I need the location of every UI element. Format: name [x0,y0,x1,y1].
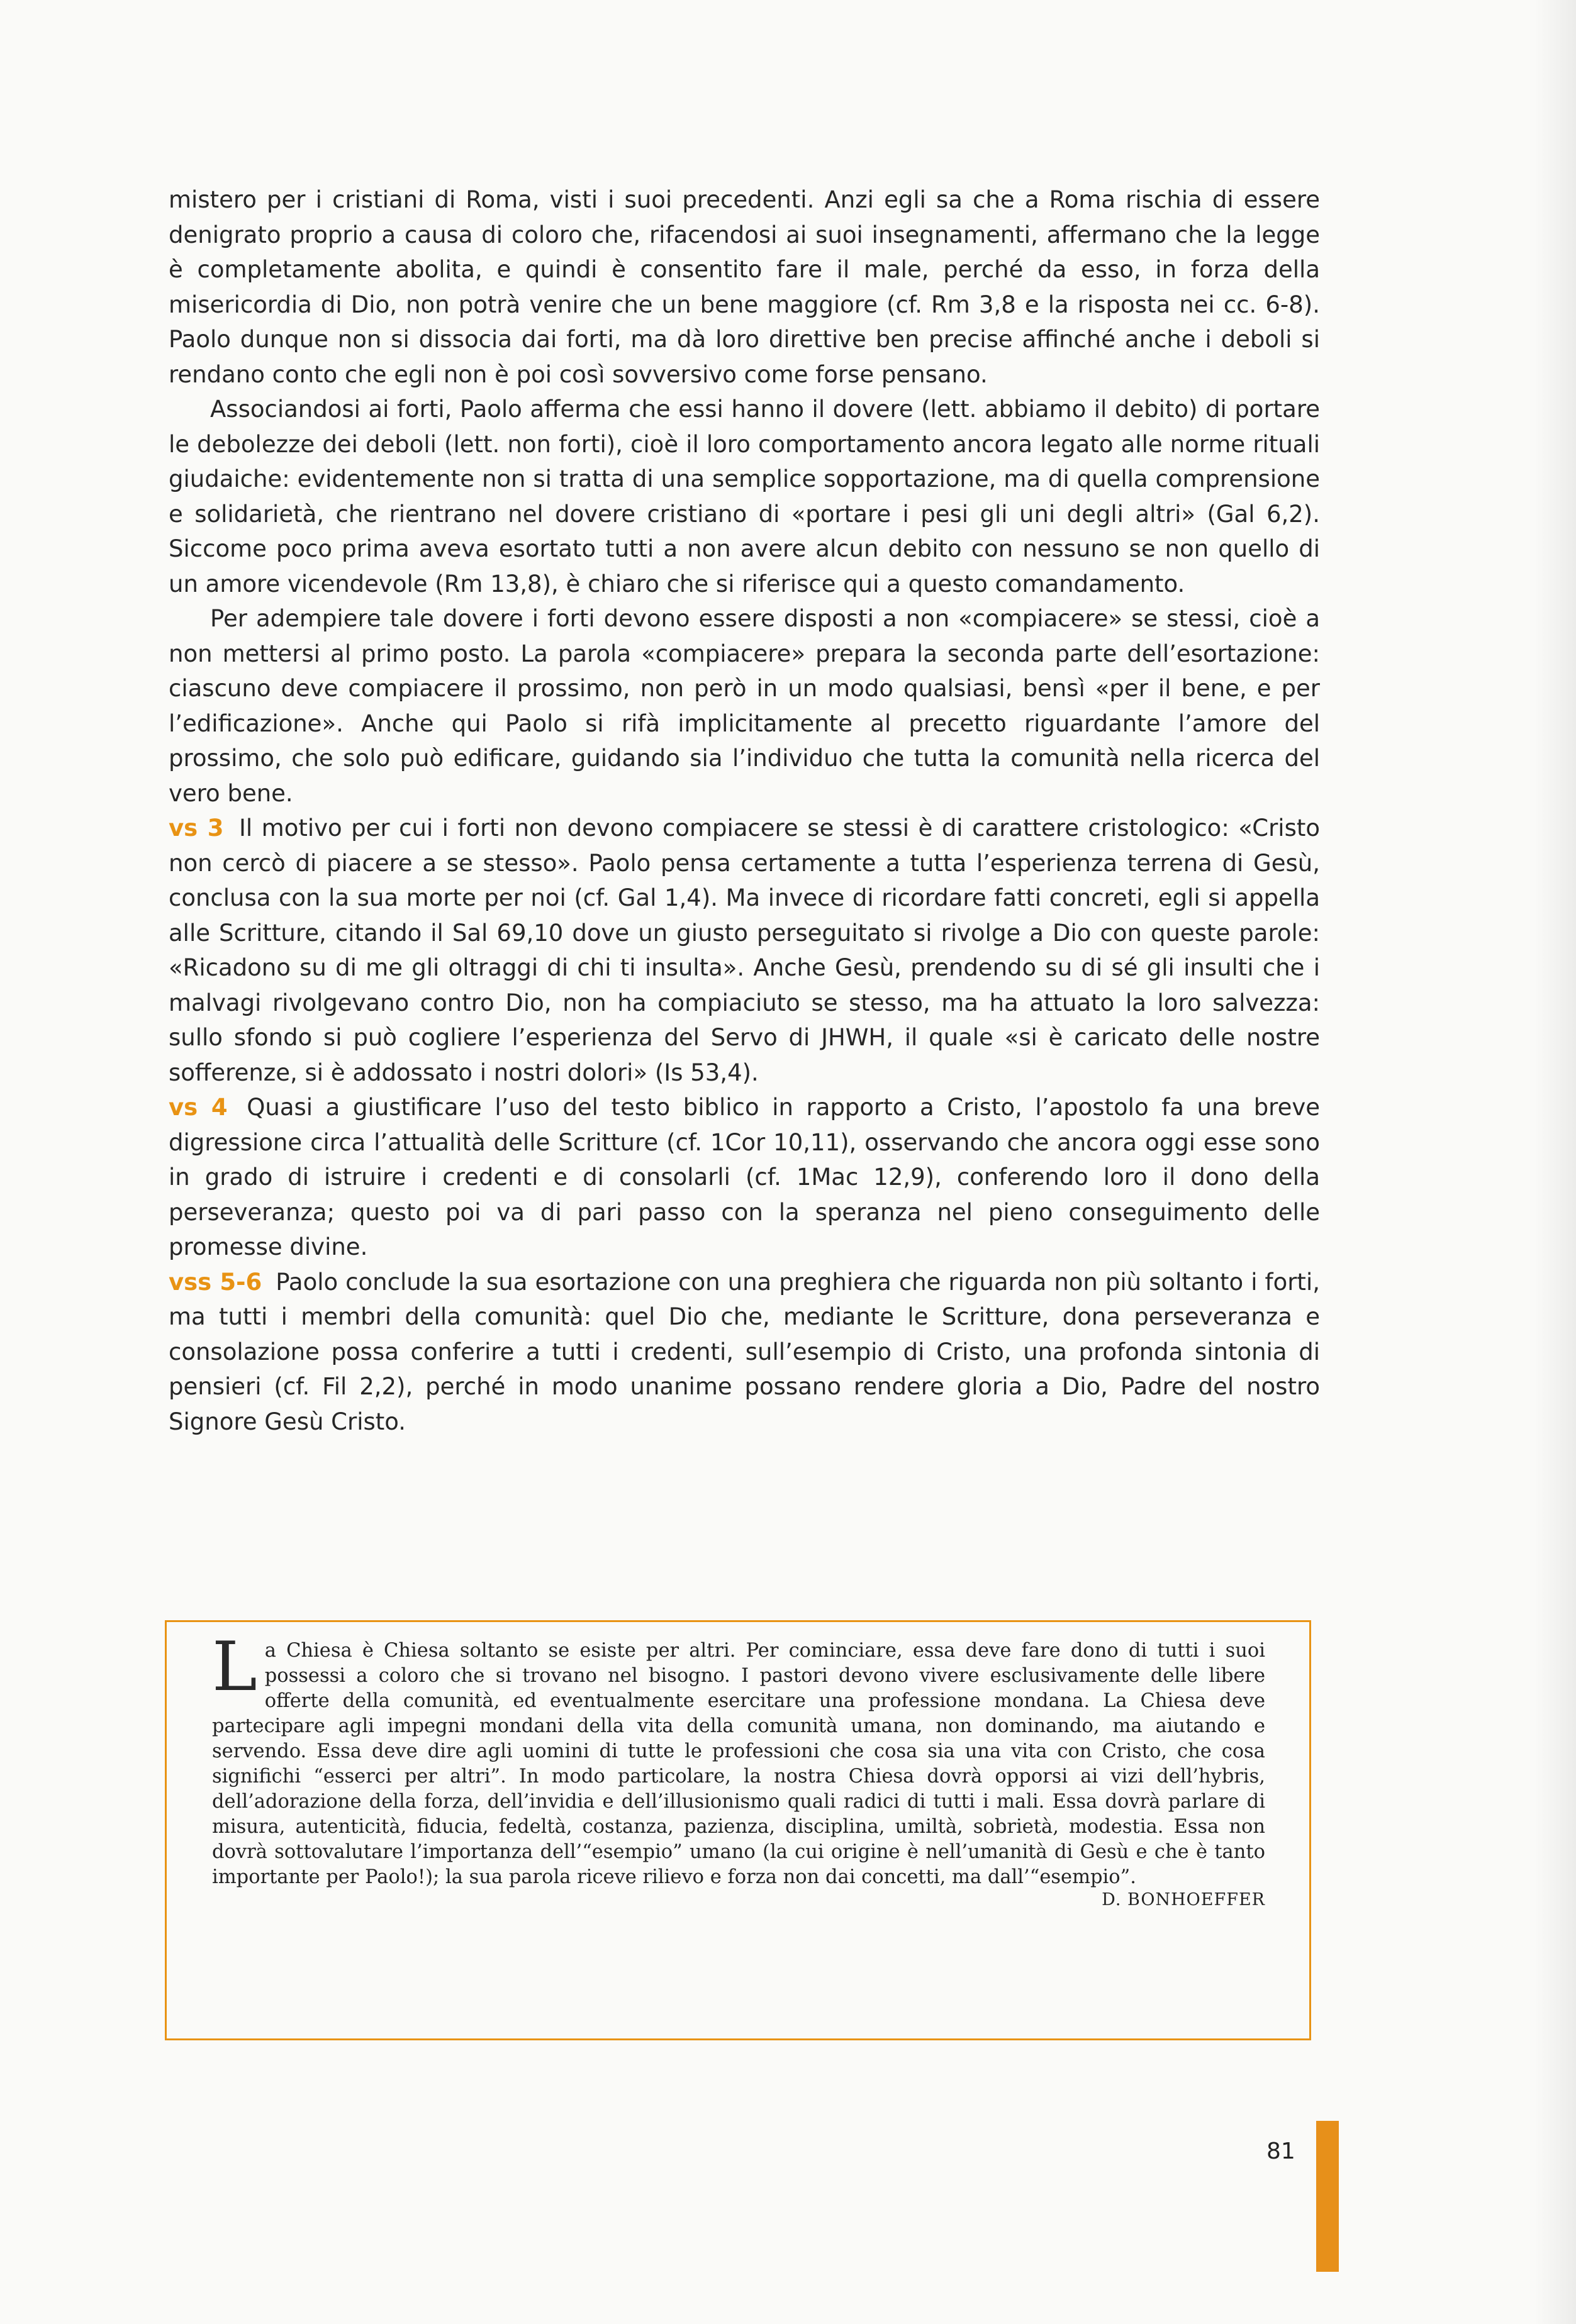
page-number: 81 [1266,2138,1295,2164]
bonhoeffer-quote-box [165,1620,1311,2040]
verses-5-6-section [169,1265,1320,1440]
page-edge-shadow [1534,0,1576,2324]
quote-dropcap: L [212,1628,257,1706]
paragraph-2: Associandosi ai forti, Paolo afferma che essi hanno il dovere (lett. abbiamo il debito) di portare le debolezze dei deboli (lett. non forti), cioè il loro comportamento ancora legato alle norme rituali giudaiche: evidentemente non si tratta di una semplice sopportazione, ma di quella comprensione e solidarietà, che rientrano nel dovere cristiano di «portare i pesi gli uni degli altri» (Gal 6,2). Siccome poco prima aveva esortato tutti a non avere alcun debito con nessuno se non quello di un amore vicendevole (Rm 13,8), è chiaro che si riferisce qui a questo comandamento. [169,396,1320,598]
verse-4-label: vs 4 [169,1094,228,1121]
quote-body: a Chiesa è Chiesa soltanto se esiste per altri. Per cominciare, essa deve fare dono di tutti i suoi possessi a coloro che si trovano nel bisogno. I pastori devono vivere esclusivamente delle libere offerte della comunità, ed eventualmente esercitare una professione mondana. La Chiesa deve partecipare agli impegni mondani della vita della comunità umana, non dominando, ma aiutando e servendo. Essa deve dire agli uomini di tutte le professioni che cosa sia una vita con Cristo, che cosa significhi “esserci per altri”. In modo particolare, la nostra Chiesa dovrà opporsi ai vizi dell’hybris, dell’adorazione della forza, dell’invidia e dell’illusionismo quali radici di tutti i mali. Essa dovrà parlare di misura, autenticità, fiducia, fedeltà, costanza, pazienza, disciplina, umiltà, sobrietà, modestia. Essa non dovrà sottovalutare l’importanza dell’“esempio” umano (la cui origine è nell’umanità di Gesù e che è tanto importante per Paolo!); la sua parola riceve rilievo e forza non dai concetti, ma dall’“esempio”. [212,1640,1265,1888]
verses-5-6-label: vss 5-6 [169,1268,262,1296]
quote-text-block [212,1628,1265,1890]
main-text-column [169,182,1320,1439]
orange-side-tab [1316,2121,1339,2272]
verse-4-text: Quasi a giustificare l’uso del testo biblico in rapporto a Cristo, l’apostolo fa una breve digressione circa l’attualità delle Scritture (cf. 1Cor 10,11), osservando che ancora oggi esse sono in grado di istruire i credenti e di consolarli (cf. 1Mac 12,9), conferendo loro il dono della perseveranza; questo poi va di pari passo con la speranza nel pieno conseguimento delle promesse divine. [169,1094,1320,1260]
paragraph-3: Per adempiere tale dovere i forti devono essere disposti a non «compiacere» se stessi, cioè a non mettersi al primo posto. La parola «compiacere» prepara la seconda parte dell’esortazione: ciascuno deve compiacere il prossimo, non però in un modo qualsiasi, bensì «per il bene, e per l’edificazione». Anche qui Paolo si rifà implicitamente al precetto riguardante l’amore del prossimo, che solo può edificare, guidando sia l’individuo che tutta la comunità nella ricerca del vero bene. [169,605,1320,807]
verse-3-text: Il motivo per cui i forti non devono compiacere se stessi è di carattere cristologico: «Cristo non cercò di piacere a se stesso». Paolo pensa certamente a tutta l’esperienza terrena di Gesù, conclusa con la sua morte per noi (cf. Gal 1,4). Ma invece di ricordare fatti concreti, egli si appella alle Scritture, citando il Sal 69,10 dove un giusto perseguitato si rivolge a Dio con queste parole: «Ricadono su di me gli oltraggi di chi ti insulta». Anche Gesù, prendendo su di sé gli insulti che i malvagi rivolgevano contro Dio, non ha compiaciuto se stesso, ma ha attuato la loro salvezza: sullo sfondo si può cogliere l’esperienza del Servo di JHWH, il quale «si è caricato delle nostre sofferenze, si è addossato i nostri dolori» (Is 53,4). [169,815,1321,1086]
paragraph-1: mistero per i cristiani di Roma, visti i suoi precedenti. Anzi egli sa che a Roma rischia di essere denigrato proprio a causa di coloro che, rifacendosi ai suoi insegnamenti, affermano che la legge è completamente abolita, e quindi è consentito fare il male, perché da esso, in forza della misericordia di Dio, non potrà venire che un bene maggiore (cf. Rm 3,8 e la risposta nei cc. 6-8). Paolo dunque non si dissocia dai forti, ma dà loro direttive ben precise affinché anche i deboli si rendano conto che egli non è poi così sovversivo come forse pensano. [169,186,1320,388]
verses-5-6-text: Paolo conclude la sua esortazione con una preghiera che riguarda non più soltanto i forti, ma tutti i membri della comunità: quel Dio che, mediante le Scritture, dona perseveranza e consolazione possa conferire a tutti i credenti, sull’esempio di Cristo, una profonda sintonia di pensieri (cf. Fil 2,2), perché in modo unanime possano rendere gloria a Dio, Padre del nostro Signore Gesù Cristo. [169,1268,1320,1435]
quote-author: D. BONHOEFFER [1102,1890,1265,1910]
verse-4-section [169,1090,1320,1265]
verse-3-label: vs 3 [169,815,224,842]
verse-3-section [169,811,1320,1090]
